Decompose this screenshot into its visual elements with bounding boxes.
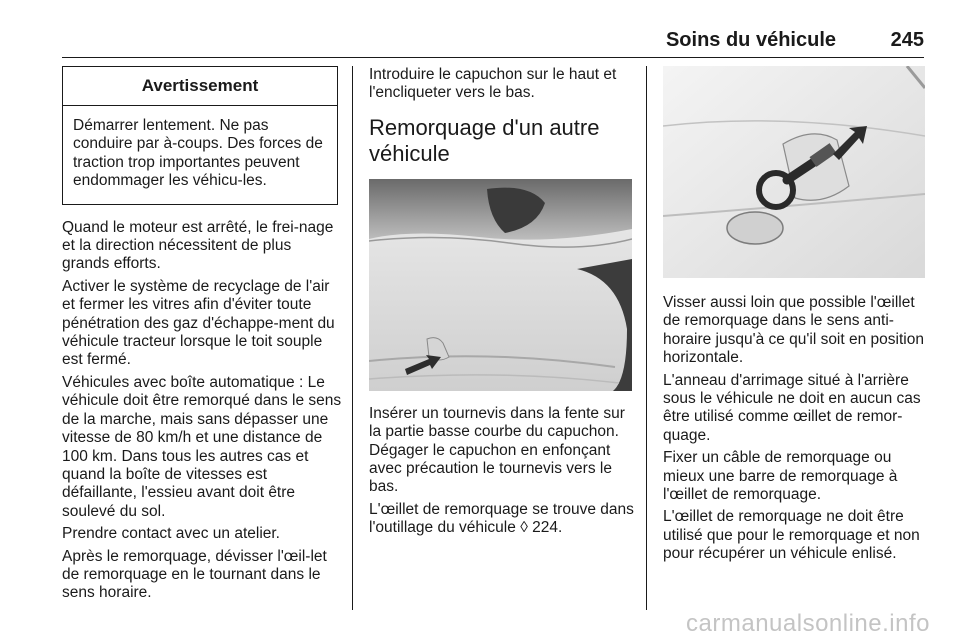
column-2 [369,66,637,542]
paragraph: Après le remorquage, dévisser l'œil-let de remorquage en le tournant dans le sens horaire. [62,547,327,602]
section-title: Soins du véhicule [665,29,836,51]
page-header [62,26,924,58]
paragraph: Introduire le capuchon sur le haut et l'encliqueter vers le bas. [369,66,617,102]
paragraph: Insérer un tournevis dans la fente sur la partie basse courbe du capuchon. Dégager le capuchon en enfonçant avec précaution le tournevis vers le bas. [369,404,625,496]
column-divider-1 [352,66,353,610]
header-rule [62,57,924,58]
column-1 [62,66,342,607]
cap-removal-illustration [369,179,632,391]
page-number: 245 [890,29,924,51]
paragraph: Fixer un câble de remorquage ou mieux une barre de remorquage à l'œillet de remorquage. [663,449,898,504]
page-reference-number: 224. [532,519,563,537]
paragraph: Quand le moteur est arrêté, le frei-nage et la direction nécessitent de plus grands efforts. [62,218,334,273]
warning-box [62,66,338,205]
paragraph: Véhicules avec boîte automatique : Le véhicule doit être remorqué dans le sens de la marche, mais sans dépasser une vitesse de 80 km/h et une distance de 100 km. Dans tous les autres cas et quand la boîte de vitesses est défaillante, l'essieu avant doit être soulevé du sol. [62,373,342,520]
paragraph: Prendre contact avec un atelier. [62,525,280,543]
paragraph: L'anneau d'arrimage situé à l'arrière sous le véhicule ne doit en aucun cas être utilisé comme œillet de remor-quage. [663,371,921,444]
page-reference-arrow-icon: ◊ [520,519,528,537]
paragraph: Activer le système de recyclage de l'air et fermer les vitres afin d'éviter toute pénétration des gaz d'échappe-ment du véhicule tracteur lorsque le toit souple est fermé. [62,277,335,369]
column-divider-2 [646,66,647,610]
paragraph [369,501,637,538]
warning-title: Avertissement [63,67,337,106]
paragraph: L'œillet de remorquage ne doit être utilisé que pour le remorquage et non pour récupérer un véhicule enlisé. [663,508,920,563]
section-heading: Remorquage d'un autre véhicule [369,114,600,166]
column-3 [663,66,927,568]
paragraph: Visser aussi loin que possible l'œillet de remorquage dans le sens anti-horaire jusqu'à ce qu'il soit en position horizontale. [663,294,924,367]
warning-body: Démarrer lentement. Ne pas conduire par à-coups. Des forces de traction trop importantes peuvent endommager les véhicu-les. [73,117,323,190]
towing-eye-illustration [663,66,925,278]
watermark-text: carmanualsonline.info [686,610,930,637]
paragraph-text: L'œillet de remorquage se trouve dans l'outillage du véhicule [369,500,634,537]
